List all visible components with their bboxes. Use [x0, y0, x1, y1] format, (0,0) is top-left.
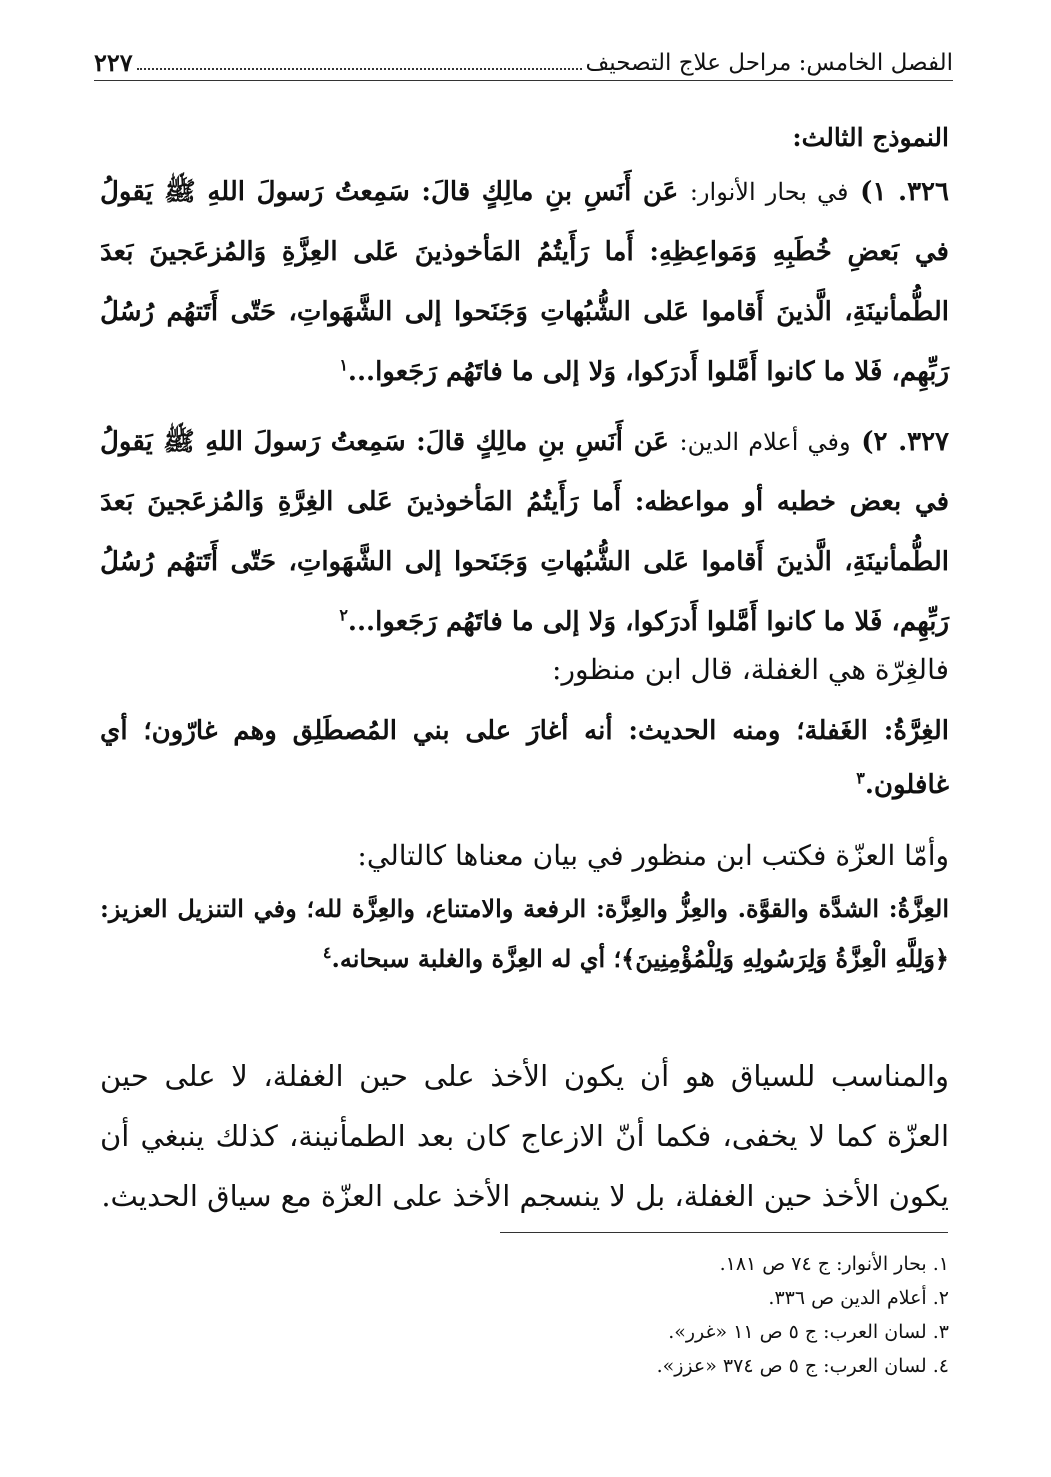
leader-dots [137, 68, 582, 70]
narration-327 [100, 412, 949, 652]
chapter-title: الفصل الخامس: مراحل علاج التصحيف [585, 50, 953, 76]
quote-text: الغِرَّةُ: الغَفلة؛ ومنه الحديث: أنه أغارَ على بني المُصطَلِق وهم غارّون؛ أي غافلون. [100, 716, 949, 800]
narration-sub-number: ١) [860, 177, 887, 207]
ghirra-intro: فالغِرّة هي الغفلة، قال ابن منظور: [552, 653, 949, 686]
narration-number: ٣٢٦. [898, 177, 949, 207]
footnote-ref: ٤ [322, 943, 332, 962]
footnote-item: ٢. أعلام الدين ص ٣٣٦. [768, 1287, 949, 1309]
narration-source: وفي أعلام الدين: [679, 428, 851, 456]
izza-quote [100, 884, 949, 984]
footnote-ref: ١ [339, 355, 348, 375]
narration-source: في بحار الأنوار: [689, 178, 849, 206]
running-header [94, 44, 953, 78]
footnote-ref: ٢ [339, 605, 348, 625]
narration-text: عَن أَنَسِ بنِ مالِكٍ قالَ: سَمِعتُ رَسولَ اللهِ ﷺ يَقولُ في بَعضِ خُطَبِهِ وَمَواعِظِهِ: أَما رَأَيتُمُ المَأخوذينَ عَلى العِزَّةِ وَالمُزعَجينَ بَعدَ الطُّمأنينَةِ، الَّذينَ أَقاموا عَلى الشُّبُهاتِ وَجَنَحوا إلى الشَّهَواتِ، حَتّى أَتَتهُم رُسُلُ رَبِّهِم، فَلا ما كانوا أَمَّلوا أَدرَكوا، وَلا إلى ما فاتَهُم رَجَعوا... [100, 177, 949, 387]
footnote-ref: ٣ [856, 768, 865, 788]
ghirra-quote [100, 704, 949, 812]
footnote-item: ٣. لسان العرب: ج ٥ ص ١١ «غرر». [668, 1321, 949, 1343]
narration-text: عَن أَنَسِ بنِ مالِكٍ قالَ: سَمِعتُ رَسولَ اللهِ ﷺ يَقولُ في بعض خطبه أو مواعظه: أَما رَأَيتُمُ المَأخوذينَ عَلى الغِرَّةِ وَالمُزعَجينَ بَعدَ الطُّمأنينَةِ، الَّذينَ أَقاموا عَلى الشُّبُهاتِ وَجَنَحوا إلى الشَّهَواتِ، حَتّى أَتَتهُم رُسُلُ رَبِّهِم، فَلا ما كانوا أَمَّلوا أَدرَكوا، وَلا إلى ما فاتَهُم رَجَعوا... [100, 427, 949, 637]
section-title: النموذج الثالث: [792, 123, 949, 152]
narration-326 [100, 162, 949, 402]
izza-intro: وأمّا العزّة فكتب ابن منظور في بيان معناها كالتالي: [357, 839, 949, 872]
narration-sub-number: ٢) [861, 427, 888, 457]
footnotes [500, 1247, 949, 1383]
narration-number: ٣٢٧. [898, 427, 950, 457]
conclusion-paragraph: والمناسب للسياق هو أن يكون الأخذ على حين الغفلة، لا على حين العزّة كما لا يخفى، فكما أنّ الازعاج كان بعد الطمأنينة، كذلك ينبغي أن يكون الأخذ حين الغفلة، بل لا ينسجم الأخذ على العزّة مع سياق الحديث. [100, 1059, 949, 1213]
page-number: ٢٢٧ [94, 48, 133, 77]
footnote-item: ٤. لسان العرب: ج ٥ ص ٣٧٤ «عزز». [656, 1355, 949, 1377]
header-rule [94, 80, 953, 81]
quote-text: العِزَّةُ: الشدَّة والقوَّة. والعِزُّ والعِزَّة: الرفعة والامتناع، والعِزَّة لله؛ وفي التنزيل العزيز: ﴿وَلِلَّهِ الْعِزَّةُ وَلِرَسُولِهِ وَلِلْمُؤْمِنِينَ﴾؛ أي له العِزَّة والغلبة سبحانه. [100, 894, 949, 973]
footnote-separator [500, 1232, 948, 1233]
footnote-item: ١. بحار الأنوار: ج ٧٤ ص ١٨١. [719, 1253, 949, 1275]
